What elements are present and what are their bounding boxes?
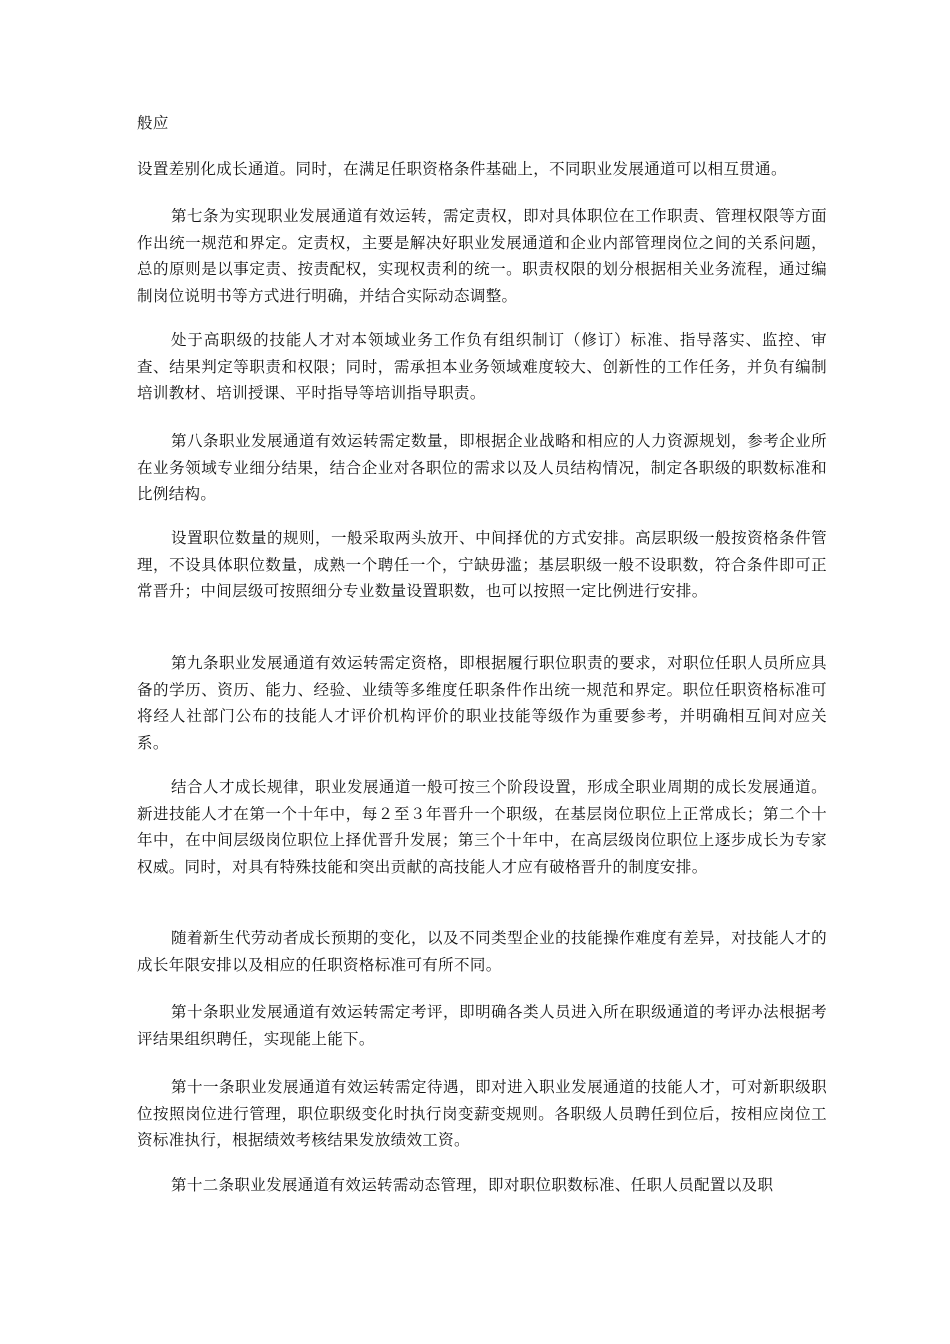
paragraph-new-generation: 随着新生代劳动者成长预期的变化，以及不同类型企业的技能操作难度有差异，对技能人才的成长年限安排以及相应的任职资格标准可有所不同。 — [137, 929, 827, 974]
paragraph-article-8: 第八条职业发展通道有效运转需定数量，即根据企业战略和相应的人力资源规划，参考企业所在业务领域专业细分结果，结合企业对各职位的需求以及人员结构情况，制定各职级的职数标准和比例结构。 — [137, 432, 827, 503]
paragraph-article-10: 第十条职业发展通道有效运转需定考评，即明确各类人员进入所在职级通道的考评办法根据考评结果组织聘任，实现能上能下。 — [137, 1003, 827, 1048]
paragraph-fragment-top: 般应 — [137, 114, 169, 132]
paragraph-career-stages: 结合人才成长规律，职业发展通道一般可按三个阶段设置，形成全职业周期的成长发展通道。新进技能人才在第一个十年中，每２至３年晋升一个职级，在基层岗位职位上正常成长；第二个十年中，在中间层级岗位职位上择优晋升发展；第三个十年中，在高层级岗位职位上逐步成长为专家权威。同时，对具有特殊技能和突出贡献的高技能人才应有破格晋升的制度安排。 — [137, 778, 827, 876]
paragraph-article-7: 第七条为实现职业发展通道有效运转，需定责权，即对具体职位在工作职责、管理权限等方面作出统一规范和界定。定责权，主要是解决好职业发展通道和企业内部管理岗位之间的关系问题，总的原则是以事定责、按责配权，实现权责利的统一。职责权限的划分根据相关业务流程，通过编制岗位说明书等方式进行明确，并结合实际动态调整。 — [137, 207, 827, 305]
paragraph-article-9: 第九条职业发展通道有效运转需定资格，即根据履行职位职责的要求，对职位任职人员所应具备的学历、资历、能力、经验、业绩等多维度任职条件作出统一规范和界定。职位任职资格标准可将经人社部门公布的技能人才评价机构评价的职业技能等级作为重要参考，并明确相互间对应关系。 — [137, 654, 827, 752]
paragraph-position-quantity-rules: 设置职位数量的规则，一般采取两头放开、中间择优的方式安排。高层职级一般按资格条件管理，不设具体职位数量，成熟一个聘任一个，宁缺毋滥；基层职级一般不设职数，符合条件即可正常晋升；中间层级可按照细分专业数量设置职数，也可以按照一定比例进行安排。 — [137, 529, 827, 600]
paragraph-high-level-duties: 处于高职级的技能人才对本领域业务工作负有组织制订（修订）标准、指导落实、监控、审查、结果判定等职责和权限；同时，需承担本业务领域难度较大、创新性的工作任务，并负有编制培训教材、培训授课、平时指导等培训指导职责。 — [137, 331, 827, 402]
paragraph-article-12: 第十二条职业发展通道有效运转需动态管理，即对职位职数标准、任职人员配置以及职 — [171, 1176, 774, 1194]
paragraph-article-11: 第十一条职业发展通道有效运转需定待遇，即对进入职业发展通道的技能人才，可对新职级职位按照岗位进行管理，职位职级变化时执行岗变薪变规则。各职级人员聘任到位后，按相应岗位工资标准执行，根据绩效考核结果发放绩效工资。 — [137, 1078, 827, 1149]
paragraph-channel-design: 设置差别化成长通道。同时，在满足任职资格条件基础上，不同职业发展通道可以相互贯通。 — [137, 160, 787, 178]
